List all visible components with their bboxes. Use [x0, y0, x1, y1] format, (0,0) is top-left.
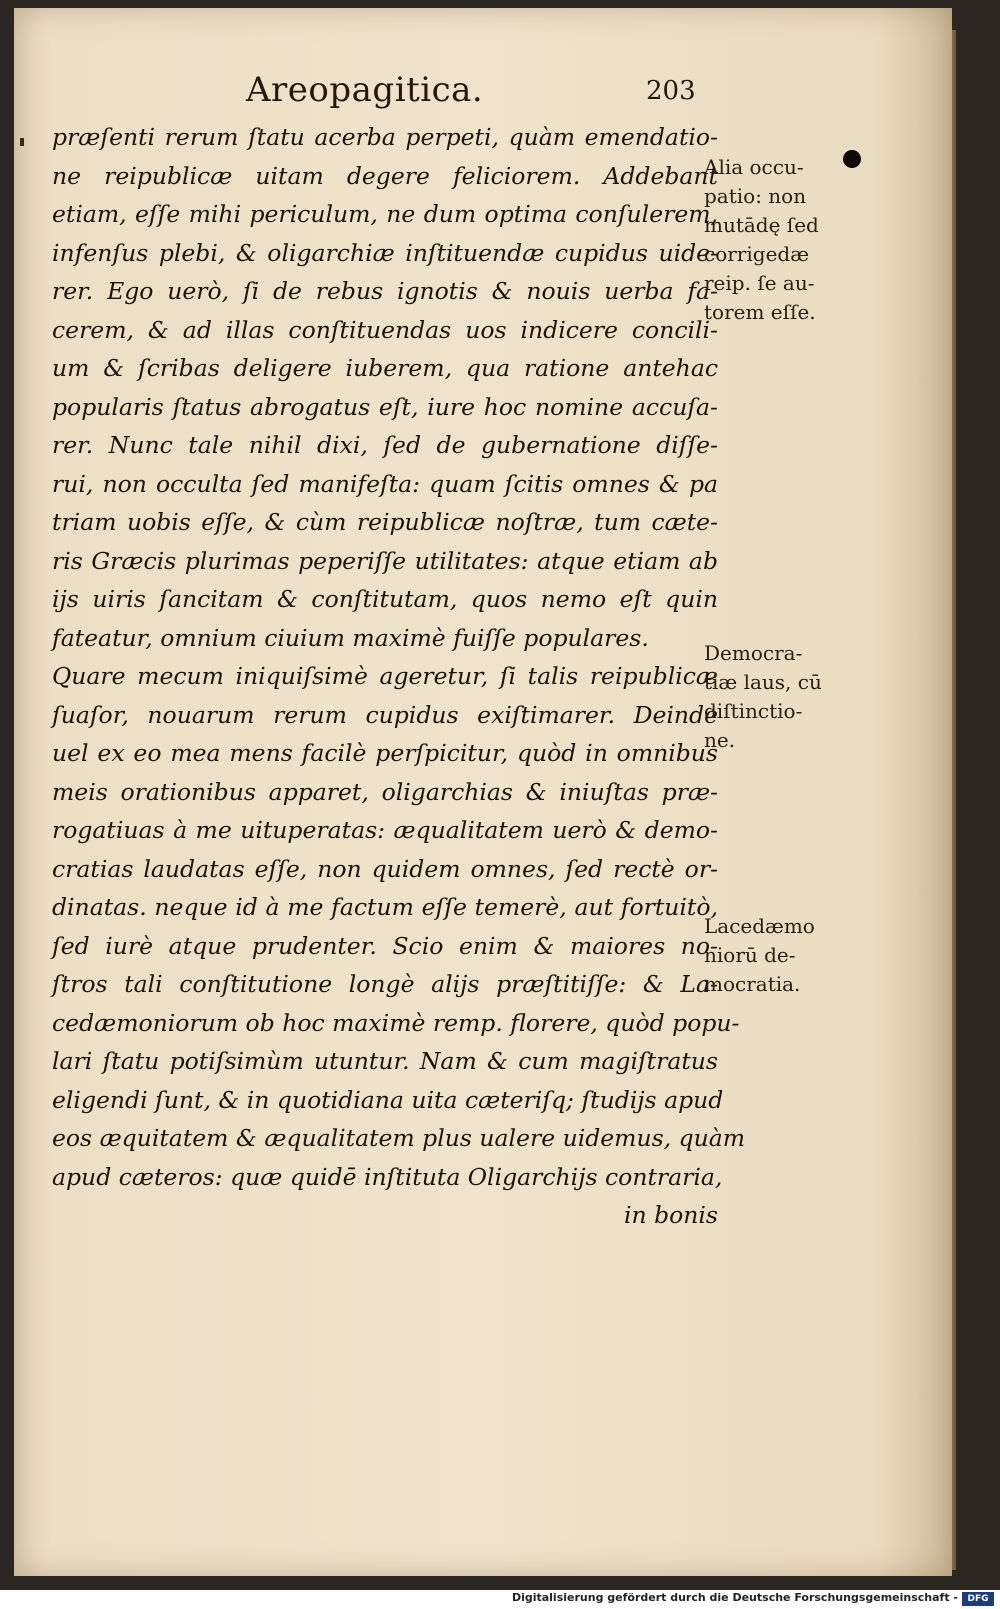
book-page [14, 8, 952, 1576]
text-line: ſed iurè atque prudenter. Scio enim & maiores no- [52, 931, 718, 960]
text-line: rer. Nunc tale nihil dixi, ſed de gubernatione diſſe- [52, 431, 718, 459]
footer-credit: Digitalisierung gefördert durch die Deutsche Forschungsgemeinschaft - [511, 1591, 958, 1604]
text-line: ris Græcis plurimas peperiſſe utilitates: atque etiam ab [52, 546, 718, 575]
text-line: cratias laudatas eſſe, non quidem omnes, ſed rectè or- [52, 854, 718, 883]
text-line: lari ſtatu potiſsimùm utuntur. Nam & cum magiſtratus [52, 1047, 718, 1075]
margin-note-democratia [704, 639, 854, 755]
margin-note-line: Lacedæmo [704, 914, 815, 938]
catchword: in bonis [623, 1201, 718, 1229]
margin-note-line: mutādę ſed [704, 213, 819, 237]
text-line: ne reipublicæ uitam degere feliciorem. Addebant [52, 161, 718, 190]
dfg-logo-icon[interactable]: DFG [962, 1592, 994, 1606]
text-line: apud cæteros: quæ quidē inſtituta Oligarchijs contraria, [52, 1162, 723, 1191]
text-line: rer. Ego uerò, ſi de rebus ignotis & nouis uerba fa- [52, 277, 718, 305]
margin-note-line: reip. ſe au- [704, 271, 815, 295]
ink-mark [20, 138, 24, 146]
text-line: ſtros tali conſtitutione longè alijs præſtitiſſe: & La- [52, 970, 718, 998]
margin-note-line: tiæ laus, cū [704, 670, 822, 694]
margin-note-line: diſtinctio- [704, 699, 803, 723]
margin-note-occupatio [704, 153, 854, 327]
margin-note-line: niorū de- [704, 943, 796, 967]
text-line: triam uobis eſſe, & cùm reipublicæ noſtræ, tum cæte- [52, 508, 718, 536]
ink-blot [843, 150, 861, 168]
text-line: rogatiuas à me uituperatas: æqualitatem uerò & demo- [52, 816, 718, 844]
text-line: rui, non occulta ſed manifeſta: quam ſcitis omnes & pa [52, 469, 718, 498]
margin-note-lacedaemon [704, 912, 854, 999]
running-title: Areopagitica. [246, 70, 484, 110]
page-number: 203 [646, 76, 696, 106]
margin-note-line: mocratia. [704, 972, 801, 996]
text-line: meis orationibus apparet, oligarchias & iniuſtas præ- [52, 777, 718, 806]
text-line: præſenti rerum ſtatu acerba perpeti, quàm emendatio- [52, 123, 718, 151]
margin-note-line: Alia occu- [704, 155, 804, 179]
text-line: eligendi ſunt, & in quotidiana uita cæteriſq; ſtudijs apud [52, 1085, 724, 1114]
text-line: eos æquitatem & æqualitatem plus ualere uidemus, quàm [52, 1124, 746, 1152]
text-line: fateatur, omnium ciuium maximè fuiſſe populares. [52, 623, 649, 652]
margin-note-line: torem eſſe. [704, 300, 816, 324]
text-line: etiam, eſſe mihi periculum, ne dum optima conſulerem, [52, 200, 718, 228]
margin-note-line: Democra- [704, 641, 803, 665]
text-line: cerem, & ad illas conſtituendas uos indicere concili- [52, 315, 718, 344]
text-line: ſuaſor, nouarum rerum cupidus exiſtimarer. Deinde [52, 700, 718, 729]
text-line: uel ex eo mea mens facilè perſpicitur, quòd in omnibus [52, 739, 718, 767]
text-line: infenſus plebi, & oligarchiæ inſtituendæ cupidus uide- [52, 238, 718, 267]
text-line: dinatas. neque id à me factum eſſe temerè, aut fortuitò, [52, 893, 718, 921]
text-line: popularis ſtatus abrogatus eſt, iure hoc nomine accuſa- [52, 392, 718, 421]
text-line: cedæmoniorum ob hoc maximè remp. florere, quòd popu- [52, 1008, 740, 1037]
page-header [14, 70, 952, 120]
body-text [52, 118, 746, 1235]
margin-note-line: ne. [704, 728, 736, 752]
text-line: um & ſcribas deligere iuberem, qua ratione antehac [52, 354, 718, 382]
margin-note-line: patio: non [704, 184, 807, 208]
text-line: Quare mecum iniquiſsimè ageretur, ſi talis reipublicæ [52, 662, 718, 690]
text-line: ijs uiris ſancitam & conſtitutam, quos nemo eſt quin [52, 585, 718, 613]
margin-note-line: corrigedæ [704, 242, 809, 266]
footer-bar [0, 1590, 1000, 1609]
